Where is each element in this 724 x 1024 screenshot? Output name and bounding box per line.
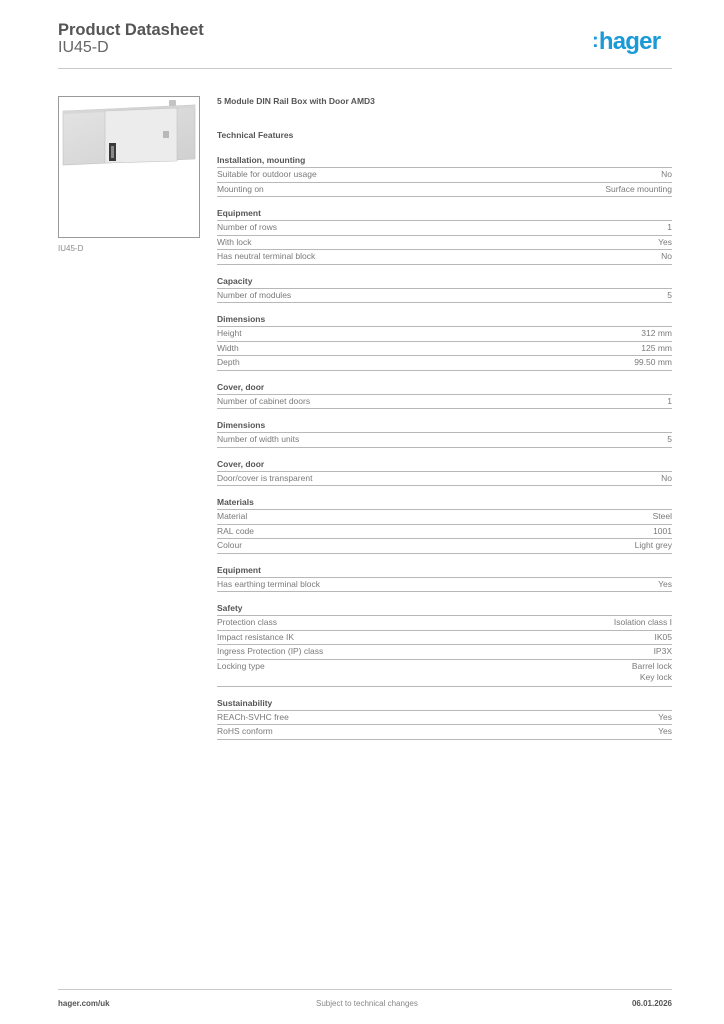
spec-label: Depth <box>217 357 240 367</box>
section-dimensions-2 <box>217 420 672 448</box>
footer-website: hager.com/uk <box>58 999 110 1008</box>
spec-label: Number of modules <box>217 289 292 300</box>
spec-row <box>217 342 672 357</box>
spec-row <box>217 472 672 487</box>
spec-label: Has neutral terminal block <box>217 251 316 261</box>
spec-label: Number of cabinet doors <box>217 395 311 406</box>
section-safety <box>217 603 672 687</box>
section-title: Dimensions <box>217 314 672 327</box>
spec-row <box>217 645 672 660</box>
spec-row <box>217 236 672 251</box>
spec-value: Isolation class I <box>613 617 672 627</box>
spec-value: Steel <box>652 511 672 521</box>
section-equipment-2 <box>217 565 672 593</box>
spec-value: Yes <box>658 236 672 247</box>
spec-label: Impact resistance IK <box>217 631 295 642</box>
section-title: Sustainability <box>217 698 672 711</box>
spec-label: Number of width units <box>217 434 300 444</box>
hager-logo <box>592 28 660 56</box>
section-title: Safety <box>217 603 672 616</box>
section-cover-door-2 <box>217 459 672 487</box>
section-sustainability <box>217 698 672 740</box>
spec-row <box>217 356 672 371</box>
spec-label: Width <box>217 342 239 353</box>
section-equipment <box>217 208 672 265</box>
section-capacity <box>217 276 672 304</box>
spec-value <box>632 661 672 684</box>
spec-label: Material <box>217 511 248 521</box>
spec-row <box>217 168 672 183</box>
section-title: Dimensions <box>217 420 672 433</box>
spec-column <box>217 95 672 751</box>
spec-label: RAL code <box>217 525 255 536</box>
section-dimensions <box>217 314 672 371</box>
spec-row <box>217 221 672 236</box>
section-materials <box>217 497 672 554</box>
spec-label: Protection class <box>217 617 277 627</box>
spec-row <box>217 616 672 631</box>
spec-label: Mounting on <box>217 183 264 194</box>
spec-value: Yes <box>658 726 672 736</box>
spec-label: Number of rows <box>217 222 277 232</box>
spec-label: Ingress Protection (IP) class <box>217 646 324 656</box>
spec-row <box>217 289 672 304</box>
spec-value-line: Barrel lock <box>631 660 672 671</box>
spec-label: Suitable for outdoor usage <box>217 169 317 179</box>
spec-value: 5 <box>667 289 672 300</box>
spec-value: 312 mm <box>641 328 672 338</box>
spec-label: RoHS conform <box>217 726 273 736</box>
spec-row <box>217 578 672 593</box>
spec-label: Door/cover is transparent <box>217 472 313 483</box>
spec-row <box>217 183 672 198</box>
spec-value: 1001 <box>653 525 672 536</box>
section-title: Capacity <box>217 276 672 289</box>
spec-value-line: Key lock <box>639 672 672 682</box>
spec-value: 1 <box>667 395 672 406</box>
section-title: Equipment <box>217 565 672 578</box>
spec-row <box>217 525 672 540</box>
section-installation-mounting <box>217 155 672 197</box>
spec-value: 125 mm <box>641 342 672 353</box>
spec-label: Height <box>217 328 242 338</box>
image-caption: IU45-D <box>58 244 84 253</box>
spec-value: 99.50 mm <box>634 357 672 367</box>
footer-divider <box>58 989 672 990</box>
spec-row <box>217 510 672 525</box>
spec-label: Has earthing terminal block <box>217 578 320 589</box>
spec-value: No <box>661 251 672 261</box>
spec-row <box>217 250 672 265</box>
spec-row <box>217 433 672 448</box>
spec-row <box>217 631 672 646</box>
spec-value: IP3X <box>653 646 672 656</box>
spec-value: Yes <box>658 711 672 722</box>
section-cover-door <box>217 382 672 410</box>
section-title: Installation, mounting <box>217 155 672 168</box>
spec-row <box>217 660 672 687</box>
spec-value: No <box>661 169 672 179</box>
logo-colon: : <box>592 30 598 52</box>
page-title: Product Datasheet <box>58 21 204 39</box>
spec-row <box>217 539 672 554</box>
spec-value: Yes <box>658 578 672 589</box>
product-name: 5 Module DIN Rail Box with Door AMD3 <box>217 96 375 106</box>
spec-label: With lock <box>217 236 252 247</box>
product-image <box>58 96 200 238</box>
logo-text: hager <box>598 28 661 55</box>
spec-label: Locking type <box>217 660 265 671</box>
spec-label: REACh-SVHC free <box>217 711 289 722</box>
spec-row <box>217 395 672 410</box>
spec-value: No <box>661 472 672 483</box>
technical-features-heading: Technical Features <box>217 130 294 140</box>
spec-value: Surface mounting <box>605 183 672 194</box>
enclosure-illustration <box>59 97 199 237</box>
spec-row <box>217 711 672 726</box>
spec-value: IK05 <box>654 631 672 642</box>
section-title: Cover, door <box>217 459 672 472</box>
section-title: Equipment <box>217 208 672 221</box>
spec-value: 5 <box>667 434 672 444</box>
footer-notice: Subject to technical changes <box>316 999 418 1008</box>
product-code: IU45-D <box>58 39 109 56</box>
header-divider <box>58 68 672 69</box>
footer-date: 06.01.2026 <box>631 999 672 1008</box>
section-title: Cover, door <box>217 382 672 395</box>
section-title: Materials <box>217 497 672 510</box>
spec-row <box>217 327 672 342</box>
spec-row <box>217 725 672 740</box>
spec-value: Light grey <box>634 540 672 550</box>
spec-value: 1 <box>667 222 672 232</box>
spec-label: Colour <box>217 540 243 550</box>
